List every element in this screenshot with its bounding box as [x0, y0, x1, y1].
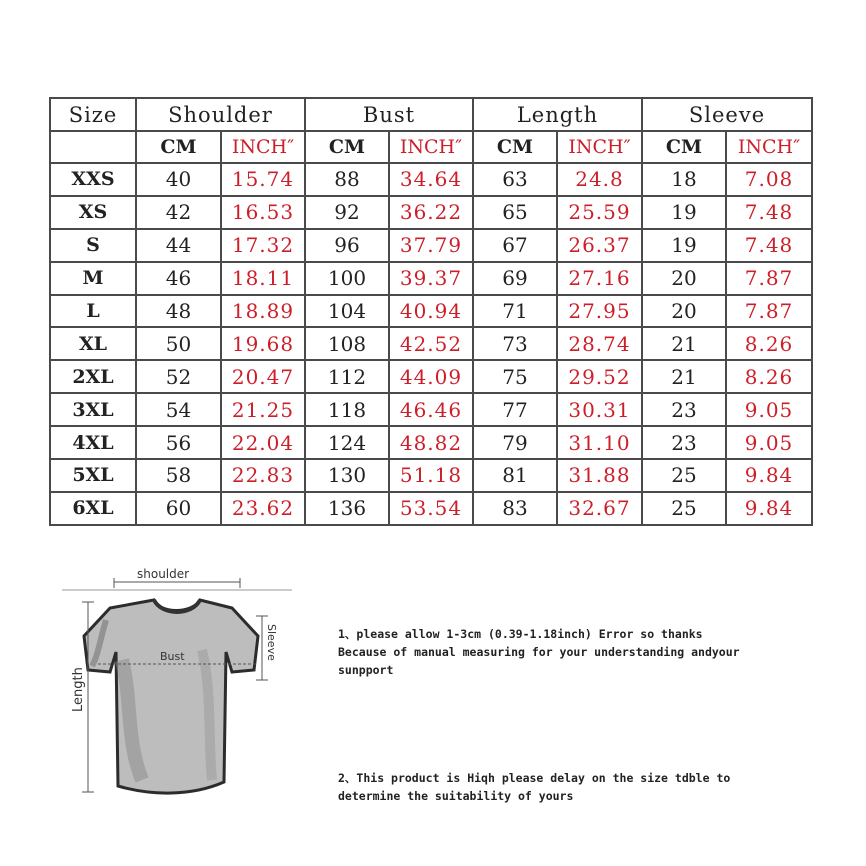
inch-cell: 25.59 — [557, 196, 642, 229]
inch-cell: 44.09 — [389, 360, 473, 393]
note-1-line-2: Because of manual measuring for your understanding andyour — [338, 645, 740, 659]
size-cell: 6XL — [50, 492, 136, 525]
unit-blank — [50, 131, 136, 163]
size-chart-table — [49, 97, 813, 526]
header-bust: Bust — [305, 98, 473, 131]
cm-cell: 88 — [305, 163, 389, 196]
table-header-row — [50, 98, 812, 131]
inch-cell: 42.52 — [389, 327, 473, 360]
inch-cell: 30.31 — [557, 393, 642, 426]
cm-cell: 75 — [473, 360, 557, 393]
tshirt-icon — [84, 600, 258, 793]
cm-cell: 79 — [473, 426, 557, 459]
table-row — [50, 360, 812, 393]
note-2 — [338, 769, 818, 805]
inch-cell: 34.64 — [389, 163, 473, 196]
inch-cell: 19.68 — [221, 327, 305, 360]
inch-cell: 9.84 — [726, 459, 812, 492]
cm-cell: 40 — [136, 163, 221, 196]
cm-cell: 69 — [473, 262, 557, 295]
cm-cell: 130 — [305, 459, 389, 492]
cm-cell: 56 — [136, 426, 221, 459]
cm-cell: 83 — [473, 492, 557, 525]
table-row — [50, 393, 812, 426]
unit-inch: INCH″ — [221, 131, 305, 163]
inch-cell: 7.08 — [726, 163, 812, 196]
unit-inch: INCH″ — [389, 131, 473, 163]
cm-cell: 71 — [473, 295, 557, 328]
cm-cell: 19 — [642, 229, 726, 262]
cm-cell: 21 — [642, 360, 726, 393]
inch-cell: 36.22 — [389, 196, 473, 229]
cm-cell: 44 — [136, 229, 221, 262]
inch-cell: 31.88 — [557, 459, 642, 492]
inch-cell: 7.48 — [726, 196, 812, 229]
note-2-line-1: 2、This product is Hiqh please delay on the size tdble to — [338, 771, 731, 785]
tshirt-measurement-figure — [62, 560, 292, 820]
cm-cell: 20 — [642, 262, 726, 295]
note-2-line-2: determine the suitability of yours — [338, 789, 574, 803]
unit-cm: CM — [473, 131, 557, 163]
table-row — [50, 327, 812, 360]
cm-cell: 63 — [473, 163, 557, 196]
size-cell: 5XL — [50, 459, 136, 492]
table-row — [50, 426, 812, 459]
inch-cell: 7.87 — [726, 295, 812, 328]
unit-inch: INCH″ — [557, 131, 642, 163]
header-sleeve: Sleeve — [642, 98, 812, 131]
inch-cell: 22.83 — [221, 459, 305, 492]
cm-cell: 18 — [642, 163, 726, 196]
size-notes — [338, 625, 818, 805]
cm-cell: 104 — [305, 295, 389, 328]
table-row — [50, 229, 812, 262]
cm-cell: 81 — [473, 459, 557, 492]
inch-cell: 9.05 — [726, 393, 812, 426]
cm-cell: 25 — [642, 492, 726, 525]
cm-cell: 136 — [305, 492, 389, 525]
size-cell: XS — [50, 196, 136, 229]
inch-cell: 28.74 — [557, 327, 642, 360]
size-cell: 4XL — [50, 426, 136, 459]
table-row — [50, 295, 812, 328]
inch-cell: 24.8 — [557, 163, 642, 196]
size-cell: L — [50, 295, 136, 328]
inch-cell: 53.54 — [389, 492, 473, 525]
inch-cell: 48.82 — [389, 426, 473, 459]
inch-cell: 9.05 — [726, 426, 812, 459]
cm-cell: 96 — [305, 229, 389, 262]
cm-cell: 42 — [136, 196, 221, 229]
inch-cell: 15.74 — [221, 163, 305, 196]
cm-cell: 92 — [305, 196, 389, 229]
inch-cell: 27.16 — [557, 262, 642, 295]
inch-cell: 27.95 — [557, 295, 642, 328]
table-row — [50, 196, 812, 229]
inch-cell: 21.25 — [221, 393, 305, 426]
cm-cell: 108 — [305, 327, 389, 360]
cm-cell: 58 — [136, 459, 221, 492]
shoulder-label: shoulder — [137, 567, 190, 581]
cm-cell: 46 — [136, 262, 221, 295]
inch-cell: 20.47 — [221, 360, 305, 393]
size-cell: S — [50, 229, 136, 262]
header-size: Size — [50, 98, 136, 131]
inch-cell: 31.10 — [557, 426, 642, 459]
table-row — [50, 163, 812, 196]
header-length: Length — [473, 98, 642, 131]
inch-cell: 7.48 — [726, 229, 812, 262]
note-1 — [338, 625, 818, 679]
size-cell: XL — [50, 327, 136, 360]
bust-label: Bust — [160, 650, 185, 663]
cm-cell: 50 — [136, 327, 221, 360]
inch-cell: 51.18 — [389, 459, 473, 492]
cm-cell: 112 — [305, 360, 389, 393]
size-cell: 3XL — [50, 393, 136, 426]
inch-cell: 32.67 — [557, 492, 642, 525]
inch-cell: 37.79 — [389, 229, 473, 262]
inch-cell: 23.62 — [221, 492, 305, 525]
table-row — [50, 492, 812, 525]
inch-cell: 46.46 — [389, 393, 473, 426]
inch-cell: 40.94 — [389, 295, 473, 328]
unit-cm: CM — [642, 131, 726, 163]
sleeve-label: Sleeve — [265, 624, 278, 661]
unit-cm: CM — [136, 131, 221, 163]
inch-cell: 18.11 — [221, 262, 305, 295]
inch-cell: 39.37 — [389, 262, 473, 295]
cm-cell: 23 — [642, 393, 726, 426]
cm-cell: 60 — [136, 492, 221, 525]
size-cell: M — [50, 262, 136, 295]
inch-cell: 22.04 — [221, 426, 305, 459]
inch-cell: 7.87 — [726, 262, 812, 295]
cm-cell: 100 — [305, 262, 389, 295]
cm-cell: 65 — [473, 196, 557, 229]
length-label: Length — [71, 667, 86, 712]
cm-cell: 20 — [642, 295, 726, 328]
header-shoulder: Shoulder — [136, 98, 305, 131]
table-row — [50, 459, 812, 492]
table-row — [50, 262, 812, 295]
inch-cell: 29.52 — [557, 360, 642, 393]
cm-cell: 73 — [473, 327, 557, 360]
cm-cell: 21 — [642, 327, 726, 360]
inch-cell: 26.37 — [557, 229, 642, 262]
inch-cell: 9.84 — [726, 492, 812, 525]
cm-cell: 48 — [136, 295, 221, 328]
inch-cell: 16.53 — [221, 196, 305, 229]
cm-cell: 52 — [136, 360, 221, 393]
cm-cell: 19 — [642, 196, 726, 229]
size-cell: XXS — [50, 163, 136, 196]
unit-inch: INCH″ — [726, 131, 812, 163]
cm-cell: 25 — [642, 459, 726, 492]
unit-cm: CM — [305, 131, 389, 163]
size-cell: 2XL — [50, 360, 136, 393]
note-1-line-3: sunpport — [338, 663, 394, 677]
inch-cell: 8.26 — [726, 327, 812, 360]
inch-cell: 17.32 — [221, 229, 305, 262]
cm-cell: 77 — [473, 393, 557, 426]
inch-cell: 18.89 — [221, 295, 305, 328]
inch-cell: 8.26 — [726, 360, 812, 393]
cm-cell: 54 — [136, 393, 221, 426]
cm-cell: 67 — [473, 229, 557, 262]
table-unit-row — [50, 131, 812, 163]
cm-cell: 118 — [305, 393, 389, 426]
cm-cell: 124 — [305, 426, 389, 459]
cm-cell: 23 — [642, 426, 726, 459]
note-1-line-1: 1、please allow 1-3cm (0.39-1.18inch) Error so thanks — [338, 627, 703, 641]
